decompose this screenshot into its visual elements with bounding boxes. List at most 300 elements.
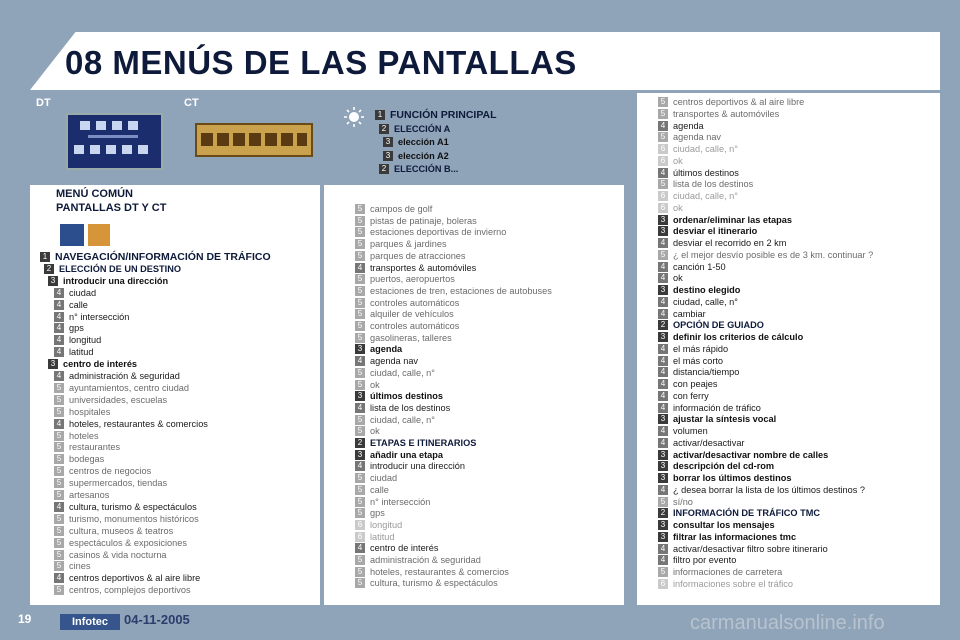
navigation-icon — [60, 224, 84, 246]
menu-item-label: ciudad, calle, n° — [370, 414, 435, 425]
menu-item-label: información de tráfico — [673, 402, 761, 413]
menu-row — [658, 284, 740, 296]
menu-row — [355, 507, 385, 519]
level-badge: 4 — [658, 485, 668, 495]
level-badge: 5 — [54, 442, 64, 452]
level-badge: 5 — [54, 395, 64, 405]
menu-row — [658, 131, 721, 143]
level-badge: 6 — [658, 144, 668, 154]
menu-item-label: calle — [370, 484, 389, 495]
menu-item-label: borrar los últimos destinos — [673, 473, 792, 483]
menu-item-label: ELECCIÓN A — [394, 123, 451, 134]
level-badge: 6 — [658, 191, 668, 201]
menu-item-label: sí/no — [673, 496, 693, 507]
menu-item-label: cultura, museos & teatros — [69, 525, 174, 536]
menu-row — [54, 453, 104, 465]
level-badge: 4 — [658, 391, 668, 401]
menu-row — [658, 413, 776, 425]
menu-row — [355, 250, 466, 262]
menu-row — [658, 366, 739, 378]
menu-item-label: hoteles — [69, 430, 99, 441]
traffic-icon — [88, 224, 110, 246]
menu-row — [54, 346, 94, 358]
level-badge: 4 — [54, 323, 64, 333]
menu-row — [54, 489, 109, 501]
menu-item-label: ETAPAS E ITINERARIOS — [370, 438, 477, 448]
level-badge: 4 — [355, 403, 365, 413]
level-badge: 4 — [658, 356, 668, 366]
menu-row — [658, 96, 804, 108]
menu-item-label: transportes & automóviles — [370, 262, 477, 273]
menu-item-label: NAVEGACIÓN/INFORMACIÓN DE TRÁFICO — [55, 251, 271, 263]
menu-item-label: latitud — [370, 531, 395, 542]
menu-row — [355, 566, 509, 578]
menu-row — [355, 379, 380, 391]
menu-row — [54, 501, 197, 513]
level-badge: 4 — [54, 371, 64, 381]
menu-row — [355, 531, 395, 543]
level-badge: 5 — [54, 585, 64, 595]
level-badge: 4 — [658, 121, 668, 131]
menu-item-label: desviar el recorrido en 2 km — [673, 238, 787, 248]
menu-row — [383, 136, 449, 148]
menu-item-label: ¿ el mejor desvío posible es de 3 km. continuar ? — [673, 249, 874, 260]
menu-item-label: descripción del cd-rom — [673, 461, 775, 472]
level-badge: 5 — [658, 97, 668, 107]
level-badge: 2 — [658, 320, 668, 330]
level-badge: 4 — [355, 356, 365, 366]
menu-item-label: ok — [673, 202, 683, 213]
level-badge: 3 — [383, 137, 393, 147]
menu-row — [658, 155, 683, 167]
level-badge: 4 — [658, 544, 668, 554]
menu-row — [355, 437, 476, 449]
level-badge: 4 — [658, 379, 668, 389]
level-badge: 3 — [355, 450, 365, 460]
menu-row — [658, 519, 775, 531]
menu-item-label: destino elegido — [673, 285, 741, 295]
level-badge: 3 — [658, 285, 668, 295]
menu-item-label: ciudad, calle, n° — [673, 296, 738, 307]
menu-row — [355, 285, 552, 297]
menu-row — [54, 322, 84, 334]
menu-item-label: calle — [69, 299, 88, 310]
menu-item-label: volumen — [673, 426, 708, 436]
menu-row — [658, 355, 723, 367]
level-badge: 3 — [355, 344, 365, 354]
level-badge: 4 — [658, 309, 668, 319]
menu-row — [658, 578, 793, 590]
level-badge: 5 — [355, 508, 365, 518]
level-badge: 6 — [658, 203, 668, 213]
level-badge: 4 — [658, 297, 668, 307]
ct-menu-icons — [197, 125, 311, 155]
menu-row — [375, 109, 497, 121]
menu-item-label: con ferry — [673, 390, 709, 401]
level-badge: 4 — [54, 335, 64, 345]
footer-date: 04-11-2005 — [124, 612, 190, 627]
menu-item-label: ELECCIÓN DE UN DESTINO — [59, 263, 181, 274]
menu-row — [44, 263, 181, 275]
menu-item-label: ciudad, calle, n° — [673, 191, 738, 201]
menu-row — [355, 308, 454, 320]
menu-item-label: canción 1-50 — [673, 261, 726, 272]
menu-row — [48, 275, 168, 287]
menu-row — [658, 319, 764, 331]
level-badge: 5 — [355, 309, 365, 319]
menu-item-label: añadir una etapa — [370, 449, 444, 460]
menu-row — [379, 163, 458, 175]
menu-row — [658, 249, 873, 261]
menu-row — [658, 296, 738, 308]
menu-item-label: artesanos — [69, 490, 110, 500]
menu-row — [658, 237, 786, 249]
menu-row — [658, 437, 745, 449]
legend-list — [375, 109, 615, 179]
menu-row — [355, 203, 432, 215]
menu-row — [54, 394, 167, 406]
menu-item-label: centros deportivos & al aire libre — [69, 573, 201, 584]
level-badge: 5 — [54, 538, 64, 548]
level-badge: 5 — [355, 473, 365, 483]
level-badge: 5 — [658, 132, 668, 142]
menu-item-label: ciudad — [69, 287, 97, 298]
level-badge: 3 — [48, 276, 58, 286]
menu-row — [658, 272, 683, 284]
level-badge: 2 — [379, 124, 389, 134]
level-badge: 5 — [54, 466, 64, 476]
menu-row — [54, 406, 110, 418]
level-badge: 4 — [658, 367, 668, 377]
menu-row — [54, 537, 187, 549]
level-badge: 6 — [355, 532, 365, 542]
menu-row — [658, 202, 683, 214]
menu-row — [658, 484, 865, 496]
menu-item-label: administración & seguridad — [370, 555, 481, 565]
menu-item-label: el más corto — [673, 355, 724, 366]
level-badge: 5 — [54, 490, 64, 500]
level-badge: 3 — [658, 473, 668, 483]
level-badge: 5 — [355, 567, 365, 577]
menu-row — [54, 382, 189, 394]
menu-item-label: definir los criterios de cálculo — [673, 332, 804, 342]
level-badge: 4 — [355, 263, 365, 273]
level-badge: 5 — [54, 407, 64, 417]
dt-label: DT — [36, 97, 51, 109]
menu-item-label: con peajes — [673, 379, 718, 389]
menu-item-label: pistas de patinaje, boleras — [370, 215, 477, 226]
level-badge: 5 — [355, 286, 365, 296]
menu-row — [379, 123, 450, 135]
menu-item-label: ciudad, calle, n° — [370, 367, 435, 378]
menu-item-label: informaciones sobre el tráfico — [673, 578, 794, 589]
menu-item-label: ordenar/eliminar las etapas — [673, 214, 792, 225]
menu-row — [355, 460, 465, 472]
menu-row — [658, 460, 774, 472]
dt-menu-icons — [68, 115, 161, 168]
level-badge: 4 — [54, 300, 64, 310]
menu-row — [355, 226, 506, 238]
menu-row — [658, 261, 726, 273]
menu-item-label: longitud — [69, 335, 102, 346]
level-badge: 3 — [383, 151, 393, 161]
level-badge: 5 — [355, 380, 365, 390]
level-badge: 4 — [54, 312, 64, 322]
level-badge: 4 — [54, 288, 64, 298]
level-badge: 5 — [54, 514, 64, 524]
menu-row — [658, 449, 828, 461]
level-badge: 4 — [658, 344, 668, 354]
menu-row — [355, 542, 438, 554]
menu-item-label: gps — [69, 323, 84, 334]
menu-row — [383, 150, 449, 162]
menu-row — [54, 549, 167, 561]
level-badge: 5 — [355, 578, 365, 588]
menu-item-label: centros, complejos deportivos — [69, 585, 191, 596]
menu-item-label: parques de atracciones — [370, 250, 466, 261]
menu-item-label: hospitales — [69, 406, 111, 417]
menu-row — [355, 519, 402, 531]
page-title: 08 MENÚS DE LAS PANTALLAS — [65, 44, 577, 81]
menu-row — [658, 390, 709, 402]
menu-item-label: cambiar — [673, 308, 706, 319]
level-badge: 4 — [54, 502, 64, 512]
menu-row — [355, 332, 452, 344]
menu-item-label: cultura, turismo & espectáculos — [69, 501, 197, 512]
menu-item-label: campos de golf — [370, 204, 433, 214]
menu-row — [54, 299, 88, 311]
menu-item-label: casinos & vida nocturna — [69, 549, 167, 560]
menu-item-label: ELECCIÓN B... — [394, 164, 459, 174]
level-badge: 3 — [658, 532, 668, 542]
menu-row — [658, 425, 708, 437]
menu-row — [54, 430, 99, 442]
menu-item-label: hoteles, restaurantes & comercios — [69, 418, 208, 429]
infotec-logo: Infotec — [60, 614, 120, 630]
menu-item-label: ayuntamientos, centro ciudad — [69, 382, 190, 393]
menu-title-common: MENÚ COMÚN — [56, 188, 133, 200]
menu-item-label: lista de los destinos — [370, 402, 451, 413]
menu-item-label: agenda — [370, 344, 403, 355]
menu-item-label: filtro por evento — [673, 555, 737, 566]
menu-row — [355, 577, 498, 589]
menu-item-label: introducir una dirección — [370, 461, 465, 472]
level-badge: 5 — [355, 204, 365, 214]
menu-row — [54, 287, 96, 299]
menu-item-label: bodegas — [69, 454, 105, 465]
menu-row — [658, 120, 704, 132]
menu-item-label: FUNCIÓN PRINCIPAL — [390, 109, 497, 121]
menu-item-label: hoteles, restaurantes & comercios — [370, 566, 509, 577]
level-badge: 4 — [658, 438, 668, 448]
level-badge: 5 — [355, 274, 365, 284]
menu-item-label: ciudad, calle, n° — [673, 144, 738, 154]
menu-item-label: introducir una dirección — [63, 275, 169, 286]
level-badge: 5 — [658, 497, 668, 507]
menu-row — [54, 513, 199, 525]
level-badge: 4 — [54, 419, 64, 429]
menu-item-label: estaciones de tren, estaciones de autobuses — [370, 285, 552, 296]
level-badge: 5 — [658, 567, 668, 577]
menu-item-label: controles automáticos — [370, 297, 460, 308]
level-badge: 2 — [658, 508, 668, 518]
level-badge: 5 — [355, 426, 365, 436]
menu-row — [355, 402, 450, 414]
level-badge: 5 — [355, 321, 365, 331]
menu-row — [54, 525, 173, 537]
menu-item-label: gps — [370, 508, 385, 519]
menu-row — [54, 584, 191, 596]
menu-item-label: turismo, monumentos históricos — [69, 513, 199, 524]
level-badge: 5 — [54, 478, 64, 488]
menu-row — [355, 449, 443, 461]
menu-row — [54, 418, 208, 430]
menu-item-label: distancia/tiempo — [673, 367, 740, 378]
menu-item-label: lista de los destinos — [673, 179, 754, 190]
menu-row — [658, 225, 757, 237]
menu-row — [355, 320, 459, 332]
menu-row — [54, 311, 129, 323]
menu-row — [658, 402, 761, 414]
menu-row — [658, 531, 796, 543]
level-badge: 5 — [355, 298, 365, 308]
ct-label: CT — [184, 97, 199, 109]
level-badge: 3 — [658, 461, 668, 471]
menu-item-label: restaurantes — [69, 442, 121, 453]
level-badge: 5 — [355, 368, 365, 378]
lightbulb-icon — [343, 106, 365, 128]
menu-row — [658, 507, 820, 519]
level-badge: 2 — [44, 264, 54, 274]
level-badge: 3 — [658, 414, 668, 424]
level-badge: 3 — [355, 391, 365, 401]
menu-item-label: ¿ desea borrar la lista de los últimos destinos ? — [673, 484, 866, 495]
menu-item-label: controles automáticos — [370, 321, 460, 331]
level-badge: 4 — [658, 273, 668, 283]
level-badge: 5 — [54, 383, 64, 393]
menu-row — [658, 543, 828, 555]
menu-row — [54, 334, 101, 346]
level-badge: 4 — [355, 461, 365, 471]
menu-item-label: cultura, turismo & espectáculos — [370, 578, 498, 589]
menu-row — [54, 465, 151, 477]
menu-row — [658, 331, 803, 343]
menu-item-label: INFORMACIÓN DE TRÁFICO TMC — [673, 508, 820, 519]
level-badge: 5 — [54, 526, 64, 536]
menu-row — [48, 358, 137, 370]
level-badge: 5 — [355, 485, 365, 495]
menu-row — [54, 477, 167, 489]
level-badge: 5 — [54, 561, 64, 571]
menu-item-label: ok — [370, 379, 380, 390]
menu-row — [54, 572, 200, 584]
menu-row — [355, 297, 459, 309]
menu-row — [658, 167, 739, 179]
level-badge: 4 — [658, 555, 668, 565]
level-badge: 4 — [658, 168, 668, 178]
level-badge: 4 — [54, 573, 64, 583]
dt-screen-image — [66, 113, 163, 170]
level-badge: 6 — [658, 156, 668, 166]
menu-item-label: alquiler de vehículos — [370, 309, 454, 320]
level-badge: 4 — [658, 426, 668, 436]
menu-item-label: consultar los mensajes — [673, 520, 775, 530]
menu-row — [355, 343, 402, 355]
level-badge: 4 — [658, 403, 668, 413]
menu-item-label: agenda nav — [673, 132, 722, 143]
menu-item-label: n° intersección — [370, 496, 431, 507]
level-badge: 3 — [658, 450, 668, 460]
level-badge: 5 — [658, 109, 668, 119]
level-badge: 5 — [54, 454, 64, 464]
menu-item-label: ok — [370, 426, 380, 437]
menu-item-label: gasolineras, talleres — [370, 332, 452, 343]
middle-menu-list — [355, 203, 621, 603]
level-badge: 5 — [355, 333, 365, 343]
menu-item-label: parques & jardines — [370, 239, 447, 250]
menu-item-label: ok — [673, 155, 683, 166]
menu-item-label: puertos, aeropuertos — [370, 274, 455, 285]
menu-row — [658, 554, 736, 566]
menu-item-label: filtrar las informaciones tmc — [673, 531, 797, 542]
level-badge: 5 — [355, 415, 365, 425]
menu-row — [355, 367, 435, 379]
menu-row — [355, 554, 481, 566]
level-badge: 3 — [658, 226, 668, 236]
menu-item-label: latitud — [69, 347, 94, 358]
page-number: 19 — [18, 612, 32, 626]
ct-screen-image — [195, 123, 313, 157]
menu-item-label: últimos destinos — [370, 391, 443, 402]
menu-item-label: elección A2 — [398, 150, 449, 161]
level-badge: 4 — [355, 543, 365, 553]
level-badge: 6 — [658, 579, 668, 589]
menu-item-label: cines — [69, 561, 91, 572]
level-badge: 3 — [658, 332, 668, 342]
menu-row — [355, 273, 455, 285]
menu-item-label: últimos destinos — [673, 167, 739, 178]
menu-row — [355, 262, 476, 274]
level-badge: 1 — [40, 252, 50, 262]
menu-row — [658, 566, 782, 578]
menu-row — [658, 214, 792, 226]
level-badge: 5 — [355, 227, 365, 237]
menu-item-label: el más rápido — [673, 343, 729, 354]
menu-row — [355, 484, 389, 496]
menu-row — [355, 238, 447, 250]
level-badge: 5 — [658, 250, 668, 260]
menu-item-label: informaciones de carretera — [673, 567, 783, 577]
menu-item-label: transportes & automóviles — [673, 108, 780, 119]
menu-row — [658, 308, 706, 320]
menu-row — [40, 251, 271, 263]
menu-item-label: OPCIÓN DE GUIADO — [673, 320, 764, 331]
menu-row — [658, 143, 738, 155]
menu-row — [658, 472, 791, 484]
menu-row — [658, 178, 753, 190]
level-badge: 5 — [355, 497, 365, 507]
right-menu-list — [658, 96, 938, 602]
level-badge: 5 — [355, 555, 365, 565]
menu-item-label: administración & seguridad — [69, 371, 180, 381]
menu-item-label: centros de negocios — [69, 466, 152, 477]
menu-item-label: supermercados, tiendas — [69, 478, 168, 489]
menu-row — [658, 496, 693, 508]
menu-item-label: centros deportivos & al aire libre — [673, 97, 805, 107]
level-badge: 5 — [54, 431, 64, 441]
menu-row — [355, 390, 443, 402]
watermark: carmanualsonline.info — [690, 612, 885, 634]
